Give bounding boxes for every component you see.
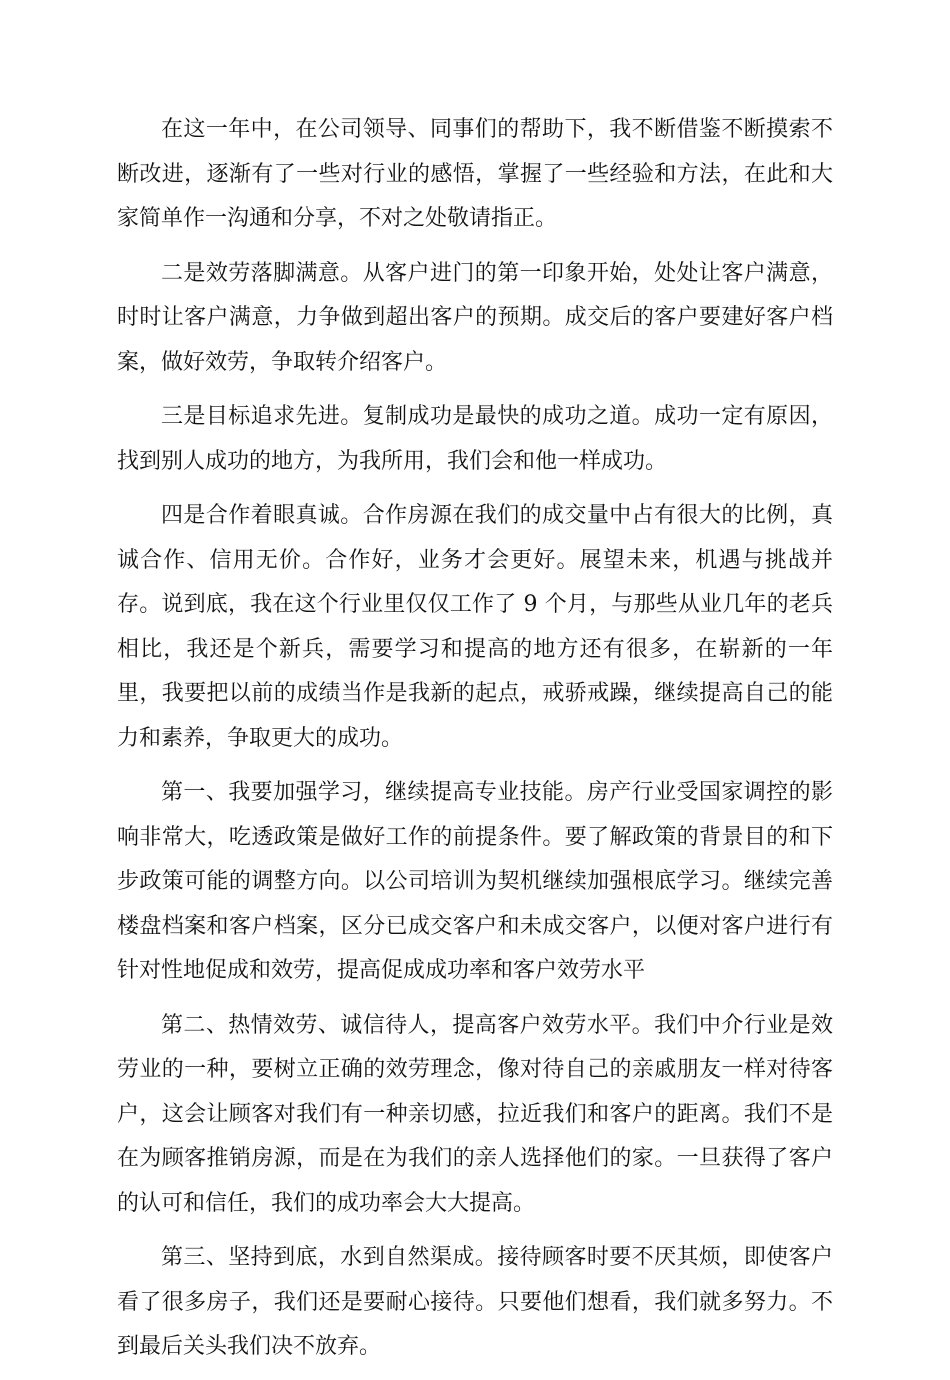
paragraph-6: 第二、热情效劳、诚信待人，提高客户效劳水平。我们中介行业是效劳业的一种，要树立正确的效劳理念，像对待自己的亲戚朋友一样对待客户，这会让顾客对我们有一种亲切感，拉近我们和客户的距离。我们不是在为顾客推销房源，而是在为我们的亲人选择他们的家。一旦获得了客户的认可和信任，我们的成功率会大大提高。 (117, 1012, 833, 1216)
paragraph-4: 四是合作着眼真诚。合作房源在我们的成交量中占有很大的比例，真诚合作、信用无价。合作好，业务才会更好。展望未来，机遇与挑战并存。说到底，我在这个行业里仅仅工作了 9 个月，与那些从业几年的老兵相比，我还是个新兵，需要学习和提高的地方还有很多，在崭新的一年里，我要把以前的成绩当作是我新的起点，戒骄戒躁，继续提高自己的能力和素养，争取更大的成功。 (117, 503, 833, 751)
document-body (117, 108, 833, 1380)
paragraph-2: 二是效劳落脚满意。从客户进门的第一印象开始，处处让客户满意，时时让客户满意，力争做到超出客户的预期。成交后的客户要建好客户档案，做好效劳，争取转介绍客户。 (117, 260, 833, 375)
paragraph-7: 第三、坚持到底，水到自然渠成。接待顾客时要不厌其烦，即使客户看了很多房子，我们还是要耐心接待。只要他们想看，我们就多努力。不到最后关头我们决不放弃。 (117, 1245, 833, 1359)
paragraph-1: 在这一年中，在公司领导、同事们的帮助下，我不断借鉴不断摸索不断改进，逐渐有了一些对行业的感悟，掌握了一些经验和方法，在此和大家简单作一沟通和分享，不对之处敬请指正。 (117, 117, 833, 231)
paragraph-5: 第一、我要加强学习，继续提高专业技能。房产行业受国家调控的影响非常大，吃透政策是做好工作的前提条件。要了解政策的背景目的和下步政策可能的调整方向。以公司培训为契机继续加强根底学习。继续完善楼盘档案和客户档案，区分已成交客户和未成交客户，以便对客户进行有针对性地促成和效劳，提高促成成功率和客户效劳水平 (117, 780, 833, 983)
paragraph-3: 三是目标追求先进。复制成功是最快的成功之道。成功一定有原因，找到别人成功的地方，为我所用，我们会和他一样成功。 (117, 404, 833, 474)
